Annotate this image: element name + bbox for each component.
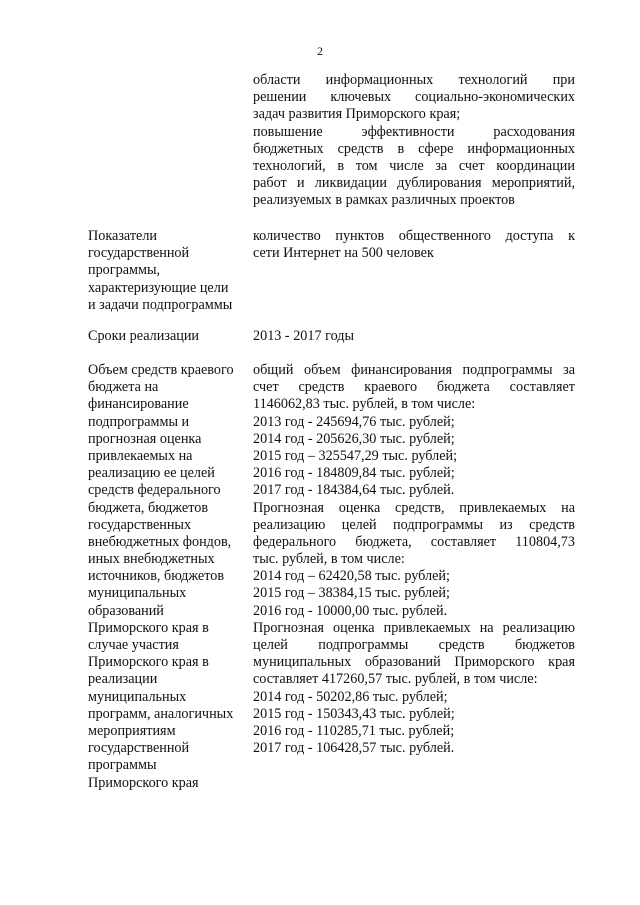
value-line: счет средств краевого бюджета составляет bbox=[253, 379, 575, 396]
value-line: муниципальных образований Приморского края bbox=[253, 654, 575, 671]
label-line: бюджета, бюджетов bbox=[88, 499, 209, 516]
intro-line: реализуемых в рамках различных проектов bbox=[253, 192, 515, 209]
label-line: подпрограммы и bbox=[88, 413, 190, 430]
label-line: реализации bbox=[88, 671, 158, 688]
terms-label bbox=[88, 328, 248, 345]
value-line: 2014 год - 205626,30 тыс. рублей; bbox=[253, 430, 455, 447]
value-line: 2013 - 2017 годы bbox=[253, 328, 355, 344]
page-number: 2 bbox=[317, 44, 323, 58]
value-line: 2017 год - 184384,64 тыс. рублей. bbox=[253, 482, 455, 499]
label-line: образований bbox=[88, 602, 164, 619]
label-line: привлекаемых на bbox=[88, 447, 193, 464]
label-line: Объем средств краевого bbox=[88, 362, 234, 378]
intro-line: работ и ликвидации дублирования мероприятий, bbox=[253, 175, 575, 192]
intro-line: задач развития Приморского края; bbox=[253, 106, 461, 123]
funding-value bbox=[253, 362, 575, 757]
value-line: составляет 417260,57 тыс. рублей, в том числе: bbox=[253, 671, 538, 688]
intro-line: повышение эффективности расходования bbox=[253, 123, 575, 140]
intro-line: бюджетных средств в сфере информационных bbox=[253, 140, 575, 157]
label-line: Сроки реализации bbox=[88, 328, 200, 344]
value-line: тыс. рублей, в том числе: bbox=[253, 551, 405, 568]
value-line: 2013 год - 245694,76 тыс. рублей; bbox=[253, 413, 455, 430]
label-line: Показатели bbox=[88, 228, 158, 244]
label-line: муниципальных bbox=[88, 585, 187, 602]
label-line: случае участия bbox=[88, 637, 179, 653]
label-line: источников, бюджетов bbox=[88, 568, 225, 585]
label-line: Приморского края bbox=[88, 774, 199, 791]
label-line: государственной bbox=[88, 245, 190, 262]
label-line: программ, аналогичных bbox=[88, 705, 234, 722]
label-line: программы bbox=[88, 757, 157, 774]
value-line: 2015 год – 38384,15 тыс. рублей; bbox=[253, 585, 450, 602]
value-line: реализацию целей подпрограммы из средств bbox=[253, 516, 575, 533]
value-line: 2015 год – 325547,29 тыс. рублей; bbox=[253, 447, 458, 464]
label-line: прогнозная оценка bbox=[88, 430, 202, 447]
label-line: муниципальных bbox=[88, 688, 187, 705]
label-line: государственных bbox=[88, 516, 192, 533]
label-line: средств федерального bbox=[88, 482, 221, 499]
label-line: финансирование bbox=[88, 396, 189, 413]
value-line: 2017 год - 106428,57 тыс. рублей. bbox=[253, 740, 455, 757]
terms-value bbox=[253, 328, 575, 345]
label-line: Приморского края в bbox=[88, 654, 209, 671]
intro-line: технологий, в том числе за счет координации bbox=[253, 157, 575, 174]
label-line: бюджета на bbox=[88, 379, 159, 396]
indicators-label bbox=[88, 228, 248, 314]
value-line: количество пунктов общественного доступа к bbox=[253, 228, 575, 244]
funding-label bbox=[88, 362, 248, 792]
intro-line: области информационных технологий при bbox=[253, 72, 575, 88]
value-line: 1146062,83 тыс. рублей, в том числе: bbox=[253, 396, 476, 413]
intro-paragraph bbox=[253, 72, 575, 210]
value-line: федерального бюджета, составляет 110804,73 bbox=[253, 533, 575, 550]
label-line: Приморского края в bbox=[88, 619, 209, 636]
value-line: Прогнозная оценка средств, привлекаемых на bbox=[253, 499, 575, 516]
value-line: целей подпрограммы средств бюджетов bbox=[253, 637, 575, 653]
value-line: Прогнозная оценка привлекаемых на реализацию bbox=[253, 619, 575, 636]
label-line: государственной bbox=[88, 740, 190, 757]
label-line: характеризующие цели bbox=[88, 279, 229, 296]
intro-line: решении ключевых социально-экономических bbox=[253, 89, 575, 106]
indicators-value bbox=[253, 228, 575, 262]
label-line: мероприятиям bbox=[88, 722, 176, 739]
value-line: 2015 год - 150343,43 тыс. рублей; bbox=[253, 705, 455, 722]
label-line: иных внебюджетных bbox=[88, 551, 215, 568]
value-line: 2014 год – 62420,58 тыс. рублей; bbox=[253, 568, 450, 585]
value-line: сети Интернет на 500 человек bbox=[253, 245, 434, 262]
value-line: общий объем финансирования подпрограммы за bbox=[253, 362, 575, 378]
value-line: 2016 год - 10000,00 тыс. рублей. bbox=[253, 602, 448, 619]
value-line: 2016 год - 110285,71 тыс. рублей; bbox=[253, 722, 455, 739]
label-line: реализацию ее целей bbox=[88, 465, 215, 482]
value-line: 2016 год - 184809,84 тыс. рублей; bbox=[253, 465, 455, 482]
label-line: внебюджетных фондов, bbox=[88, 533, 232, 550]
label-line: программы, bbox=[88, 262, 161, 279]
label-line: и задачи подпрограммы bbox=[88, 296, 233, 313]
value-line: 2014 год - 50202,86 тыс. рублей; bbox=[253, 688, 448, 705]
